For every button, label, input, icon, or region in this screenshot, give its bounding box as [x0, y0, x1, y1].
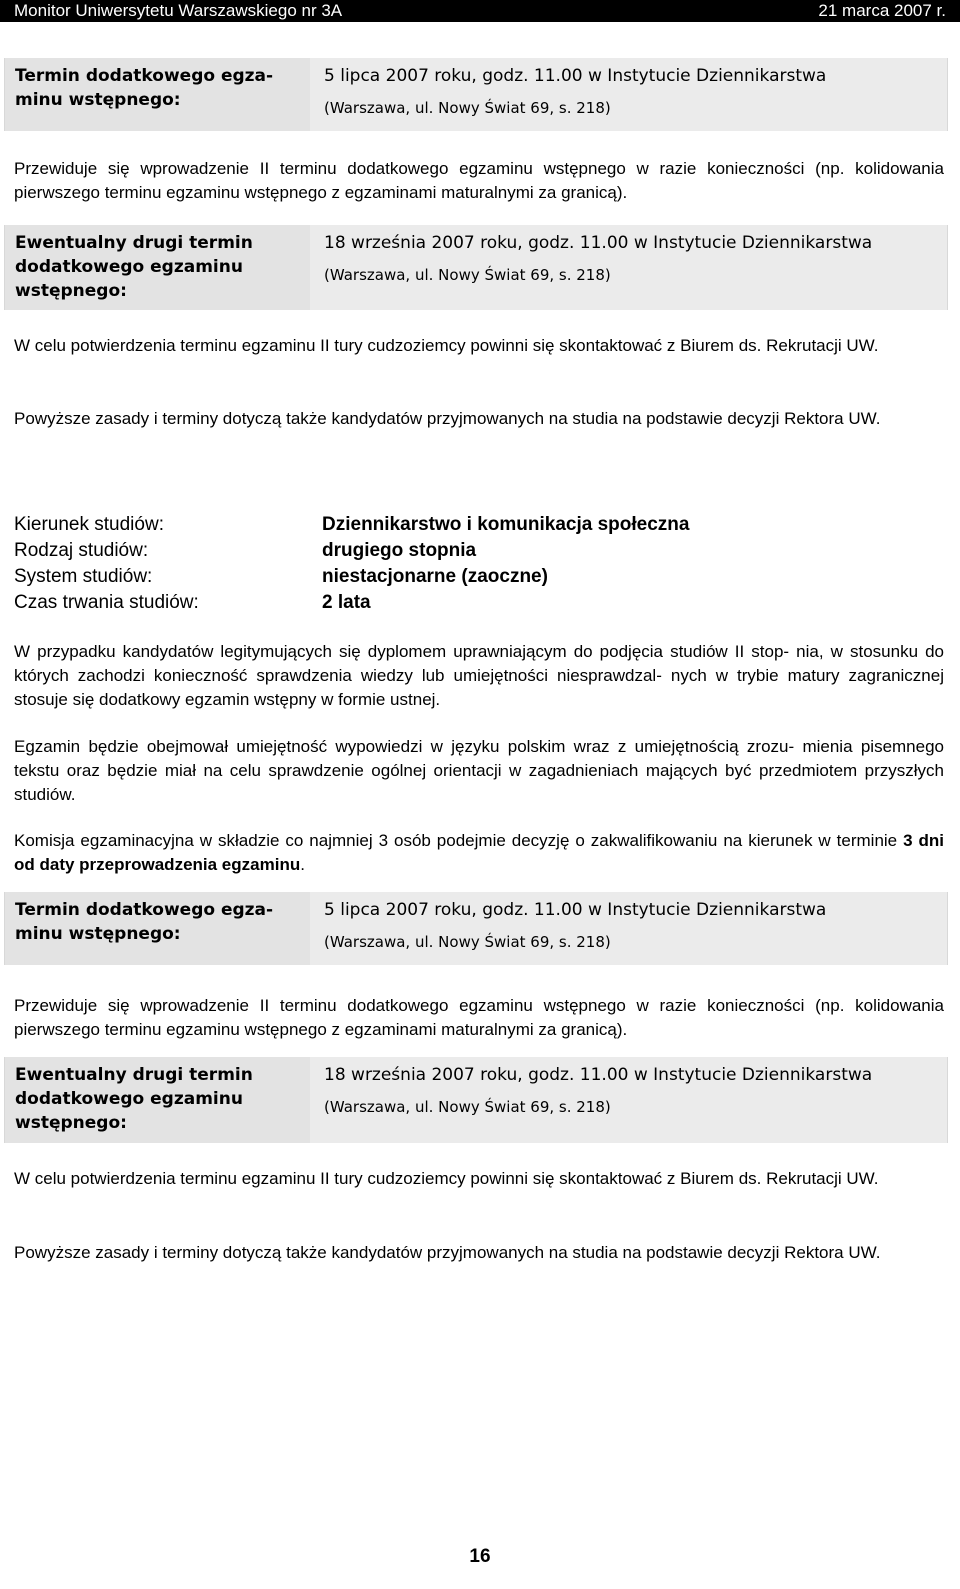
second-exam-date-line1: 18 września 2007 roku, godz. 11.00 w Instytucie Dziennikarstwa — [324, 1065, 873, 1085]
field-value-czas: 2 lata — [322, 592, 371, 613]
exam-date-label: Termin dodatkowego egza- minu wstępnego: — [15, 900, 274, 944]
field-label-system: System studiów: — [14, 566, 153, 587]
paragraph: Egzamin będzie obejmował umiejętność wypowiedzi w języku polskim wraz z umiejętnością zrozu- mienia pisemnego tekstu oraz będzie miał na celu sprawdzenie ogólnej orientacji w zagadnieniach mających być przedmiotem przyszłych studiów. — [14, 737, 944, 804]
field-value-system: niestacjonarne (zaoczne) — [322, 566, 548, 587]
second-exam-date-value — [310, 225, 947, 310]
second-exam-date-label: Ewentualny drugi termin dodatkowego egzaminu wstępnego: — [15, 233, 253, 301]
page-header — [0, 0, 960, 22]
paragraph: Przewiduje się wprowadzenie II terminu dodatkowego egzaminu wstępnego w razie konieczności (np. kolidowania pierwszego terminu egzaminu wstępnego z egzaminami maturalnymi za granicą). — [14, 159, 944, 202]
paragraph — [14, 829, 944, 877]
exam-date-line2: (Warszawa, ul. Nowy Świat 69, s. 218) — [324, 99, 611, 117]
field-label-czas: Czas trwania studiów: — [14, 592, 199, 613]
second-exam-date-line2: (Warszawa, ul. Nowy Świat 69, s. 218) — [324, 266, 611, 284]
second-exam-date-value — [310, 1057, 947, 1143]
second-exam-date-box — [4, 1057, 948, 1143]
paragraph: W przypadku kandydatów legitymujących się dyplomem uprawniającym do podjęcia studiów II stop- nia, w stosunku do których zachodzi konieczność sprawdzenia wiedzy lub umiejętności niesprawdzal- nych w trybie matury zagranicznej stosuje się dodatkowy egzamin wstępny w formie ustnej. — [14, 642, 944, 709]
paragraph-bold-text: 3 dni od daty przeprowadzenia egzaminu — [14, 831, 944, 874]
field-label-rodzaj: Rodzaj studiów: — [14, 540, 149, 561]
exam-date-label: Termin dodatkowego egza- minu wstępnego: — [15, 66, 274, 110]
second-exam-date-line1: 18 września 2007 roku, godz. 11.00 w Instytucie Dziennikarstwa — [324, 233, 873, 253]
field-value-kierunek: Dziennikarstwo i komunikacja społeczna — [322, 514, 690, 535]
second-exam-date-line2: (Warszawa, ul. Nowy Świat 69, s. 218) — [324, 1098, 611, 1116]
exam-date-line1: 5 lipca 2007 roku, godz. 11.00 w Instytucie Dziennikarstwa — [324, 900, 827, 920]
paragraph-text-end: . — [300, 855, 305, 874]
field-value-rodzaj: drugiego stopnia — [322, 540, 477, 561]
second-exam-date-box — [4, 225, 948, 310]
paragraph: Powyższe zasady i terminy dotyczą także kandydatów przyjmowanych na studia na podstawie decyzji Rektora UW. — [14, 1243, 881, 1262]
exam-date-value — [310, 892, 947, 965]
paragraph-text: Komisja egzaminacyjna w składzie co najmniej 3 osób podejmie decyzję o zakwalifikowaniu na kierunek w terminie — [14, 831, 904, 850]
exam-date-line2: (Warszawa, ul. Nowy Świat 69, s. 218) — [324, 933, 611, 951]
second-exam-date-label: Ewentualny drugi termin dodatkowego egzaminu wstępnego: — [15, 1065, 253, 1133]
exam-date-box — [4, 58, 948, 131]
paragraph: Powyższe zasady i terminy dotyczą także kandydatów przyjmowanych na studia na podstawie decyzji Rektora UW. — [14, 409, 881, 428]
field-label-kierunek: Kierunek studiów: — [14, 514, 164, 535]
publication-title: Monitor Uniwersytetu Warszawskiego nr 3A — [14, 1, 343, 20]
page-number: 16 — [469, 1546, 491, 1567]
paragraph: W celu potwierdzenia terminu egzaminu II tury cudzoziemcy powinni się skontaktować z Biurem ds. Rekrutacji UW. — [14, 336, 879, 355]
publication-date: 21 marca 2007 r. — [818, 1, 946, 20]
exam-date-box — [4, 892, 948, 965]
exam-date-value — [310, 58, 947, 131]
exam-date-line1: 5 lipca 2007 roku, godz. 11.00 w Instytucie Dziennikarstwa — [324, 66, 827, 86]
paragraph: W celu potwierdzenia terminu egzaminu II tury cudzoziemcy powinni się skontaktować z Biurem ds. Rekrutacji UW. — [14, 1169, 879, 1188]
paragraph: Przewiduje się wprowadzenie II terminu dodatkowego egzaminu wstępnego w razie konieczności (np. kolidowania pierwszego terminu egzaminu wstępnego z egzaminami maturalnymi za granicą). — [14, 996, 944, 1039]
